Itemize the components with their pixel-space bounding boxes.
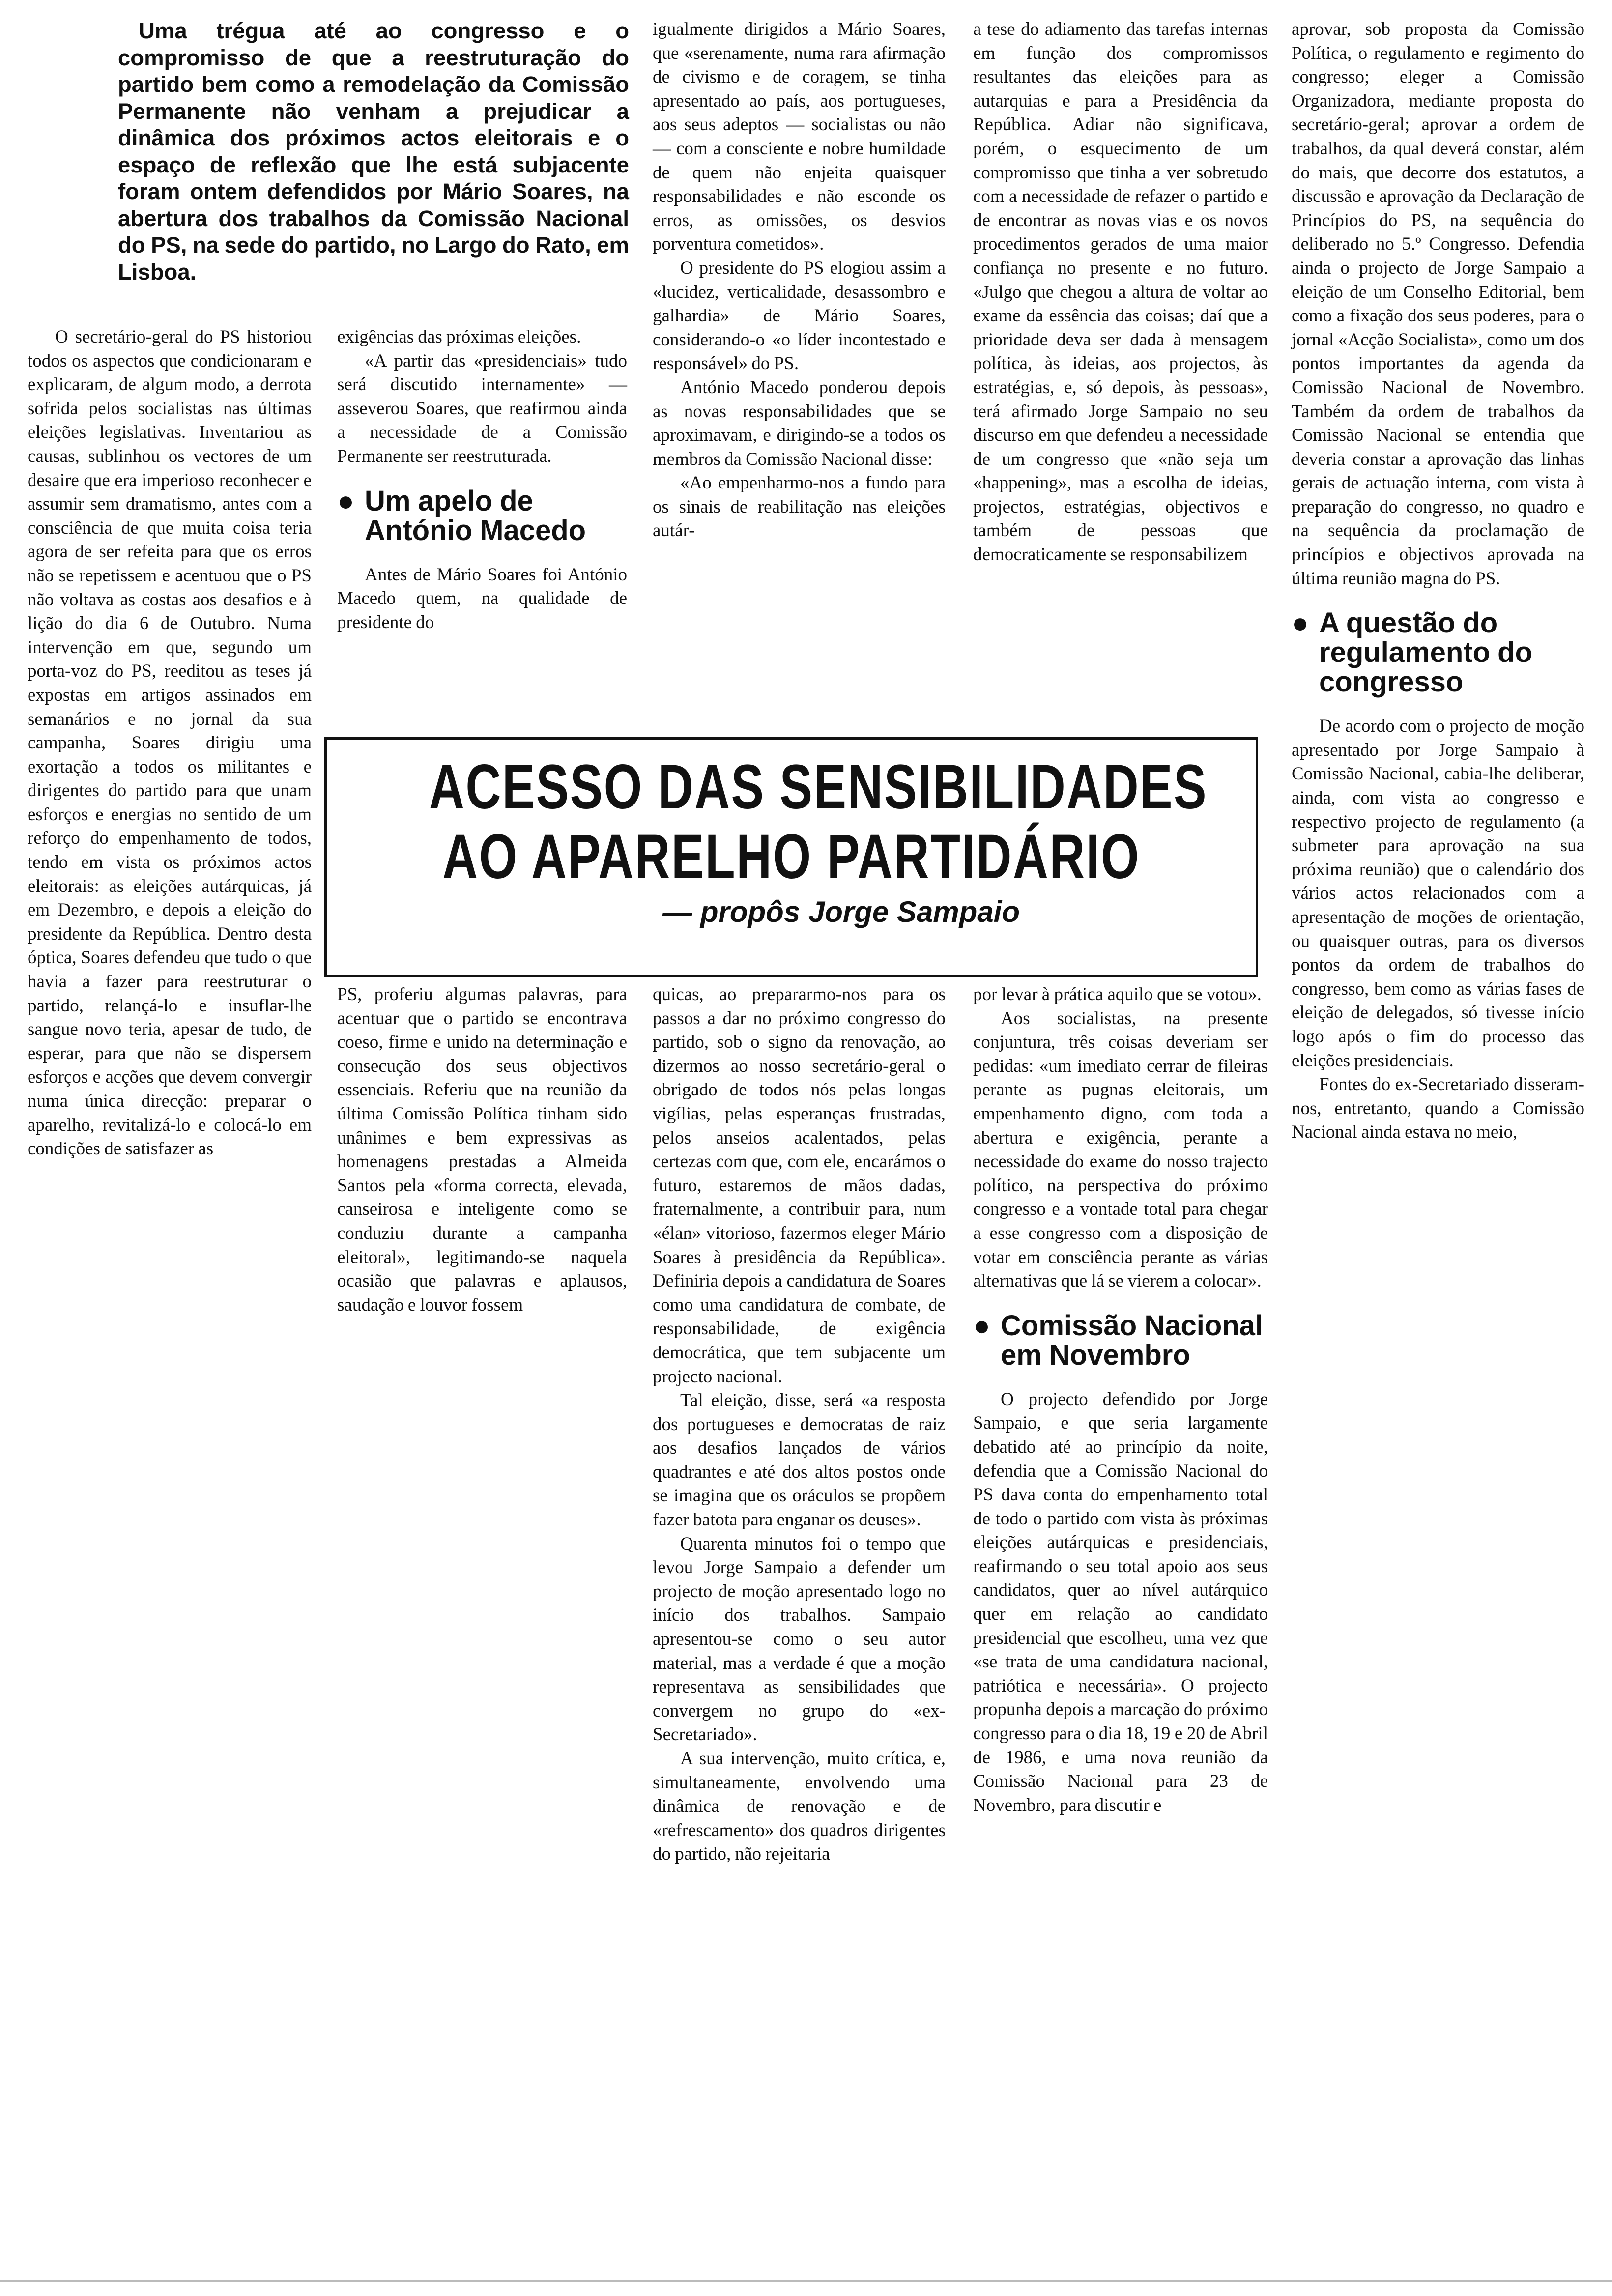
- headline-line-1: ACESSO DAS SENSIBILIDADES: [429, 752, 1208, 822]
- paragraph: por levar à prática aquilo que se votou».: [973, 984, 1262, 1004]
- bullet-icon: ●: [337, 485, 355, 517]
- subheading-comissao: [973, 1311, 1268, 1370]
- headline-box: [324, 737, 1258, 977]
- paragraph: António Macedo ponderou depois as novas responsabilidades que se aproximavam, e dirigindo-se a todos os membros da Comissão Nacional disse:: [653, 377, 946, 469]
- paragraph: «A partir das «presidenciais» tudo será discutido internamente» — asseverou Soares, que reafirmou ainda a necessidade de a Comissão Permanente ser reestruturada.: [337, 350, 627, 466]
- subheading-apelo: [337, 487, 627, 545]
- headline-byline: — propôs Jorge Sampaio: [662, 895, 1020, 928]
- headline-line-2: AO APARELHO PARTIDÁRIO: [442, 822, 1140, 892]
- paragraph: Fontes do ex-Secretariado disseram-nos, entretanto, quando a Comissão Nacional ainda estava no meio,: [1292, 1074, 1584, 1143]
- paragraph: De acordo com o projecto de moção apresentado por Jorge Sampaio à Comissão Nacional, cabia-lhe deliberar, ainda, com vista ao congresso e respectivo projecto de regulamento (a submeter para aprovação na sua próxima reunião) que o calendário dos vários actos relacionados com a apresentação de moções de orientação, ou quaisquer outras, para os diversos pontos da ordem de trabalhos do congresso, bem como as várias fases de eleição de delegados, só tivesse início logo após o fim do processo das eleições presidenciais.: [1292, 716, 1584, 1071]
- subheading-regulamento: [1292, 608, 1584, 697]
- column-5: [1292, 18, 1584, 1145]
- column-3-bottom: [653, 983, 946, 1866]
- paragraph: igualmente dirigidos a Mário Soares, que «serenamente, numa rara afirmação de civismo e de coragem, se tinha apresentado ao país, aos portugueses, aos seus adeptos — socialistas ou não — com a consciente e nobre humildade de quem não enjeita quaisquer responsabilidades e não esconde os erros, as omissões, os desvios porventura cometidos».: [653, 19, 946, 255]
- column-3-top: [653, 18, 946, 543]
- column-2-top: [337, 325, 627, 634]
- subheading-text: Um apelo de António Macedo: [365, 485, 586, 546]
- paragraph: Antes de Mário Soares foi António Macedo quem, na qualidade de presidente do: [337, 564, 627, 632]
- paragraph: PS, proferiu algumas palavras, para acentuar que o partido se encontrava coeso, firme e unido na determinação e consecução dos seus objectivos essenciais. Referiu que na reunião da última Comissão Política tinham sido unânimes e bem expressivas as homenagens prestadas a Almeida Santos pela «forma correcta, elevada, canseirosa e inteligente como se conduziu durante a campanha eleitoral», legitimando-se naquela ocasião que palavras e aplausos, saudação e louvor fossem: [337, 984, 627, 1315]
- paragraph: O presidente do PS elogiou assim a «lucidez, verticalidade, desassombro e galhardia» de Mário Soares, considerando-o «o líder incontestado e responsável» do PS.: [653, 258, 946, 374]
- column-4-top: [973, 18, 1268, 567]
- lead-paragraph: Uma trégua até ao congresso e o compromisso de que a reestruturação do partido bem como a remodelação da Comissão Permanente não venham a prejudicar a dinâmica dos próximos actos eleitorais e o espaço de reflexão que lhe está subjacente foram ontem defendidos por Mário Soares, na abertura dos trabalhos da Comissão Nacional do PS, na sede do partido, no Largo do Rato, em Lisboa.: [118, 18, 629, 285]
- column-1: [28, 325, 312, 1161]
- paragraph: exigências das próximas eleições.: [337, 327, 581, 347]
- paragraph: O secretário-geral do PS historiou todos os aspectos que condicionaram e explicaram, de algum modo, a derrota sofrida pelos socialistas nas últimas eleições legislativas. Inventariou as causas, sublinhou os vectores de um desaire que era imperioso reconhecer e assumir sem dramatismo, antes com a consciência de que muita coisa teria agora de ser refeita para que os erros não se repetissem e acentuou que o PS não voltava as costas aos desafios e à lição do dia 6 de Outubro. Numa intervenção em que, segundo um porta-voz do PS, reeditou as teses já expostas em artigos assinados em semanários e no jornal da sua campanha, Soares dirigiu uma exortação a todos os militantes e dirigentes do partido para que unam esforços e energias no sentido de um reforço do empenhamento de todos, tendo em vista os próximos actos eleitorais: as eleições autárquicas, já em Dezembro, e depois a eleição do presidente da República. Dentro desta óptica, Soares defendeu que tudo o que havia a fazer para reestruturar o partido, relançá-lo e insuflar-lhe sangue novo teria, apesar de tudo, de esperar, para que não se dispersem esforços e acções que devem convergir numa única direcção: preparar o aparelho, revitalizá-lo e colocá-lo em condições de satisfazer as: [28, 327, 312, 1159]
- paragraph: aprovar, sob proposta da Comissão Política, o regulamento e regimento do congresso; eleger a Comissão Organizadora, mediante proposta do secretário-geral; aprovar a ordem de trabalhos, da qual deverá constar, além do mais, que decorre dos estatutos, a discussão e aprovação da Declaração de Princípios do PS, na sequência do deliberado no 5.º Congresso. Defendia ainda o projecto de Jorge Sampaio a eleição de um Conselho Editorial, bem como a fixação dos seus poderes, para o jornal «Acção Socialista», como um dos pontos importantes da agenda da Comissão Nacional de Novembro. Também da ordem de trabalhos da Comissão Nacional se entendia que deveria constar a aprovação das linhas gerais de actuação interna, com vista à preparação do congresso, no quadro e na sequência da proclamação de princípios e objectivos aprovada na última reunião magna do PS.: [1292, 19, 1584, 589]
- subheading-text: A questão do regulamento do congresso: [1319, 607, 1533, 698]
- scan-edge-divider: [0, 2280, 1612, 2282]
- subheading-text: Comissão Nacional em Novembro: [1001, 1309, 1264, 1371]
- column-4-bottom: [973, 983, 1268, 1817]
- paragraph: «Ao empenharmo-nos a fundo para os sinais de reabilitação nas eleições autár-: [653, 473, 946, 541]
- paragraph: Aos socialistas, na presente conjuntura, três coisas deveriam ser pedidas: «um imediato cerrar de fileiras perante as pugnas eleitorais, um empenhamento digno, com toda a abertura e exigência, perante a necessidade do exame do nosso trajecto político, na perspectiva do próximo congresso e a vontade total para chegar a esse congresso com a disposição de votar em consciência perante as várias alternativas que lá se vierem a colocar».: [973, 1008, 1268, 1292]
- paragraph: a tese do adiamento das tarefas internas em função dos compromissos resultantes das eleições para as autarquias e para a Presidência da República. Adiar não significava, porém, o esquecimento de um compromisso que tinha a ver sobretudo com a necessidade de refazer o partido e de encontrar as novas vias e os novos procedimentos gerados de uma maior confiança no presente e no futuro. «Julgo que chegou a altura de voltar ao exame da essência das coisas; daí que a prioridade deva ser dada à mensagem política, às ideias, aos projectos, às estratégias, e, só depois, às pessoas», terá afirmado Jorge Sampaio no seu discurso em que defendeu a necessidade de um congresso que «não seja um «happening», mas a escolha de ideias, projectos, estratégias, objectivos e também de pessoas que democraticamente se responsabilizem: [973, 19, 1268, 565]
- column-2-bottom: [337, 983, 627, 1317]
- paragraph: O projecto defendido por Jorge Sampaio, e que seria largamente debatido até ao princípio da noite, defendia que a Comissão Nacional do PS dava conta do empenhamento total de todo o partido com vista às próximas eleições autárquicas e presidenciais, reafirmando o seu total apoio aos seus candidatos, quer ao nível autárquico quer em relação ao candidato presidencial que escolheu, uma vez que «se trata de uma candidatura nacional, patriótica e necessária». O projecto propunha depois a marcação do próximo congresso para o dia 18, 19 e 20 de Abril de 1986, e uma nova reunião da Comissão Nacional para 23 de Novembro, para discutir e: [973, 1389, 1268, 1815]
- paragraph: quicas, ao prepararmo-nos para os passos a dar no próximo congresso do partido, sob o signo da renovação, ao dizermos ao nosso secretário-geral o obrigado de todos nós pelas longas vigílias, pelas esperanças frustradas, pelos anseios acalentados, pelas certezas com que, com ele, encarámos o futuro, estaremos de mãos dadas, fraternalmente, a contribuir para, num «élan» vitorioso, fazermos eleger Mário Soares à presidência da República». Definiria depois a candidatura de Soares como uma candidatura de combate, de responsabilidade, de exigência democrática, que tem subjacente um projecto nacional.: [653, 984, 946, 1387]
- bullet-icon: ●: [1292, 607, 1309, 639]
- paragraph: Quarenta minutos foi o tempo que levou Jorge Sampaio a defender um projecto de moção apresentado logo no início dos trabalhos. Sampaio apresentou-se como o seu autor material, mas a verdade é que a moção representava as sensibilidades que convergem no grupo do «ex-Secretariado».: [653, 1533, 946, 1745]
- paragraph: A sua intervenção, muito crítica, e, simultaneamente, envolvendo uma dinâmica de renovação e de «refrescamento» dos quadros dirigentes do partido, não rejeitaria: [653, 1749, 946, 1865]
- bullet-icon: ●: [973, 1309, 991, 1342]
- paragraph: Tal eleição, disse, será «a resposta dos portugueses e democratas de raiz aos desafios lançados de vários quadrantes e até dos altos postos onde se imagina que os oráculos se propõem fazer batota para enganar os deuses».: [653, 1390, 946, 1530]
